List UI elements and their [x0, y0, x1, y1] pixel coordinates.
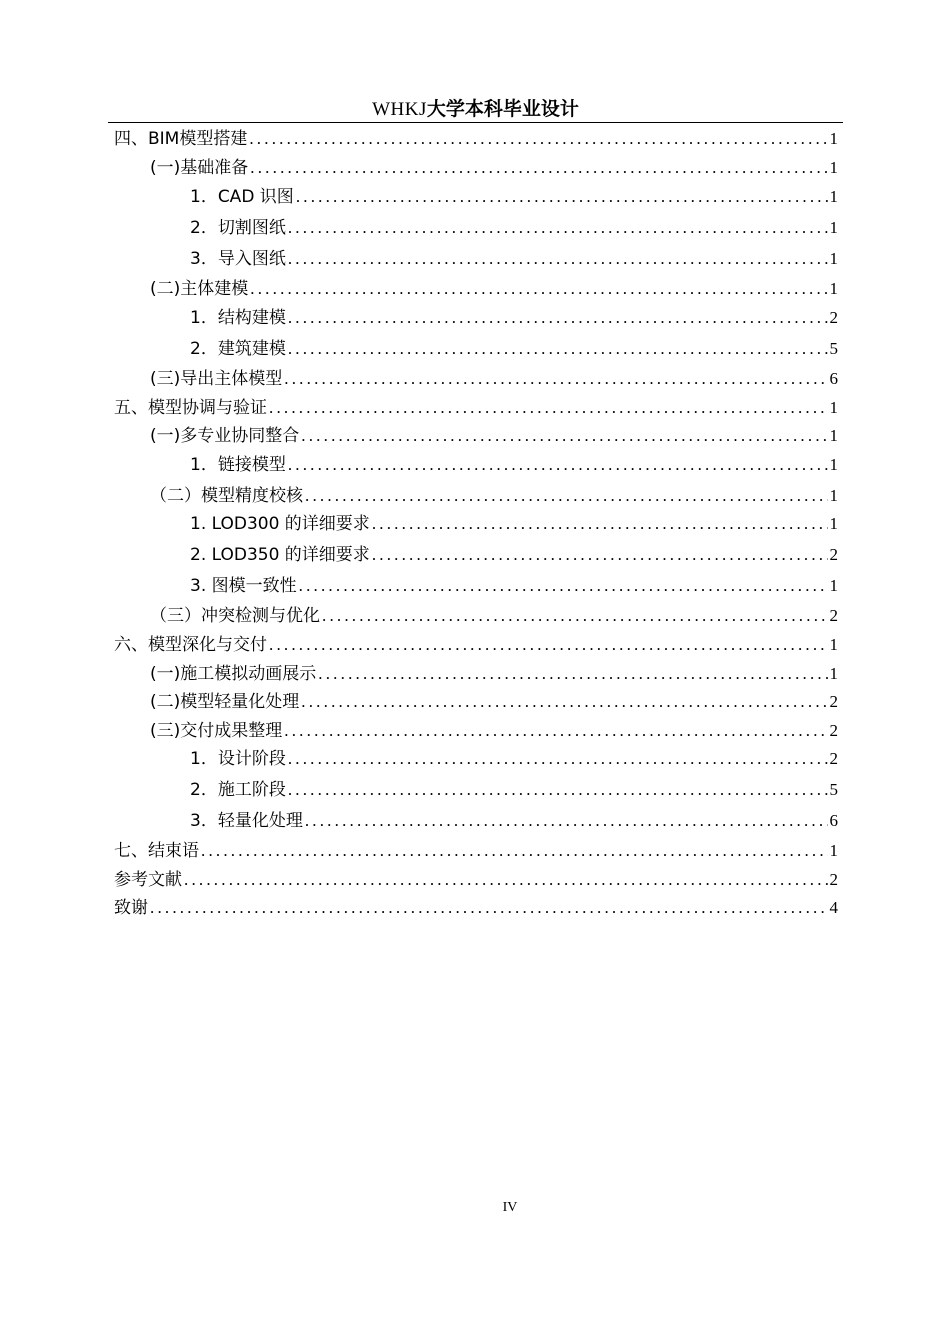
toc-entry[interactable] [190, 744, 838, 770]
toc-entry[interactable] [150, 364, 838, 390]
toc-entry[interactable] [114, 124, 838, 150]
toc-entry-title: 1．结构建模 [190, 308, 286, 328]
toc-dot-leader [288, 248, 828, 270]
toc-entry-title: 3. 图模一致性 [190, 576, 297, 596]
page-header [108, 96, 843, 123]
toc-entry-title: (二)主体建模 [150, 279, 249, 299]
toc-dot-leader [288, 307, 828, 329]
toc-dot-leader [288, 454, 828, 476]
toc-entry-title: （三）冲突检测与优化 [150, 606, 320, 626]
toc-entry-page: 2 [829, 545, 838, 564]
header-title: 大学本科毕业设计 [426, 98, 579, 120]
toc-dot-leader [269, 397, 828, 419]
toc-entry-page: 5 [829, 339, 838, 358]
toc-entry[interactable] [114, 865, 838, 891]
toc-entry[interactable] [114, 893, 838, 919]
toc-entry[interactable] [190, 244, 838, 270]
toc-entry-title: (三)交付成果整理 [150, 721, 283, 741]
toc-entry[interactable] [190, 334, 838, 360]
toc-dot-leader [288, 779, 828, 801]
toc-entry-title: 五、模型协调与验证 [114, 398, 267, 418]
toc-entry-title: 2. LOD350 的详细要求 [190, 545, 370, 565]
toc-dot-leader [201, 840, 828, 862]
toc-entry-title: 2．建筑建模 [190, 339, 286, 359]
toc-entry-page: 1 [829, 158, 838, 177]
toc-entry-page: 1 [829, 841, 838, 860]
toc-entry[interactable] [150, 421, 838, 447]
toc-dot-leader [250, 278, 827, 300]
toc-entry-page: 1 [829, 398, 838, 417]
toc-dot-leader [184, 869, 828, 891]
toc-entry[interactable] [190, 450, 838, 476]
toc-dot-leader [249, 128, 827, 150]
toc-dot-leader [322, 605, 828, 627]
toc-entry[interactable] [190, 775, 838, 801]
toc-entry-title: (一)多专业协同整合 [150, 426, 300, 446]
toc-entry[interactable] [190, 213, 838, 239]
toc-entry-title: (三)导出主体模型 [150, 369, 283, 389]
toc-dot-leader [305, 485, 828, 507]
toc-entry[interactable] [150, 153, 838, 179]
toc-entry-title: 六、模型深化与交付 [114, 635, 267, 655]
toc-entry-title: 参考文献 [114, 870, 182, 890]
toc-entry-page: 1 [829, 218, 838, 237]
toc-entry[interactable] [190, 806, 838, 832]
toc-entry-title: 1. LOD300 的详细要求 [190, 514, 370, 534]
toc-dot-leader [269, 634, 828, 656]
toc-entry-title: 1．设计阶段 [190, 749, 286, 769]
toc-dot-leader [150, 897, 828, 919]
toc-entry-page: 1 [829, 426, 838, 445]
toc-entry-title: (一)施工模拟动画展示 [150, 664, 317, 684]
toc-dot-leader [284, 720, 827, 742]
toc-dot-leader [284, 368, 827, 390]
toc-entry-page: 1 [829, 187, 838, 206]
toc-dot-leader [288, 748, 828, 770]
toc-entry[interactable] [114, 393, 838, 419]
toc-entry-page: 2 [829, 721, 838, 740]
toc-entry-page: 2 [829, 749, 838, 768]
toc-entry-title: 1．CAD 识图 [190, 187, 294, 207]
toc-entry-page: 1 [829, 129, 838, 148]
header-latin: WHKJ [372, 99, 427, 120]
toc-entry[interactable] [150, 601, 838, 627]
toc-entry-title: 四、BIM模型搭建 [114, 129, 248, 149]
toc-entry-page: 1 [829, 249, 838, 268]
toc-dot-leader [301, 691, 827, 713]
toc-entry-title: 3．轻量化处理 [190, 811, 303, 831]
toc-entry-page: 1 [829, 455, 838, 474]
toc-entry-page: 1 [829, 635, 838, 654]
toc-dot-leader [318, 663, 827, 685]
toc-entry-page: 6 [829, 811, 838, 830]
toc-entry[interactable] [150, 659, 838, 685]
toc-entry-page: 1 [829, 486, 838, 505]
toc-entry-title: 1．链接模型 [190, 455, 286, 475]
toc-dot-leader [372, 544, 828, 566]
toc-entry-title: (二)模型轻量化处理 [150, 692, 300, 712]
toc-dot-leader [305, 810, 828, 832]
toc-entry[interactable] [190, 571, 838, 597]
toc-entry-page: 2 [829, 308, 838, 327]
toc-dot-leader [288, 217, 828, 239]
toc-dot-leader [301, 425, 827, 447]
toc-entry-page: 2 [829, 606, 838, 625]
toc-dot-leader [296, 186, 828, 208]
toc-entry-page: 5 [829, 780, 838, 799]
toc-entry-page: 4 [829, 898, 838, 917]
toc-dot-leader [250, 157, 827, 179]
toc-entry-page: 2 [829, 870, 838, 889]
toc-entry[interactable] [190, 303, 838, 329]
toc-entry-page: 2 [829, 692, 838, 711]
toc-entry[interactable] [190, 182, 838, 208]
toc-entry[interactable] [190, 509, 838, 535]
toc-entry[interactable] [150, 716, 838, 742]
toc-entry-title: 2．施工阶段 [190, 780, 286, 800]
toc-entry-page: 6 [829, 369, 838, 388]
toc-entry-title: 3．导入图纸 [190, 249, 286, 269]
toc-entry[interactable] [114, 630, 838, 656]
toc-entry-page: 1 [829, 514, 838, 533]
toc-entry-page: 1 [829, 576, 838, 595]
toc-dot-leader [288, 338, 828, 360]
toc-entry-page: 1 [829, 279, 838, 298]
toc-entry[interactable] [150, 274, 838, 300]
toc-entry[interactable] [150, 481, 838, 507]
toc-entry-title: (一)基础准备 [150, 158, 249, 178]
toc-entry-title: 七、结束语 [114, 841, 199, 861]
toc-entry[interactable] [114, 836, 838, 862]
page-number: IV [502, 1200, 518, 1215]
toc-entry[interactable] [190, 540, 838, 566]
toc-entry[interactable] [150, 687, 838, 713]
toc-entry-title: 2．切割图纸 [190, 218, 286, 238]
toc-entry-title: 致谢 [114, 898, 148, 918]
toc-entry-title: （二）模型精度校核 [150, 486, 303, 506]
toc-dot-leader [372, 513, 828, 535]
toc-dot-leader [299, 575, 828, 597]
toc-entry-page: 1 [829, 664, 838, 683]
